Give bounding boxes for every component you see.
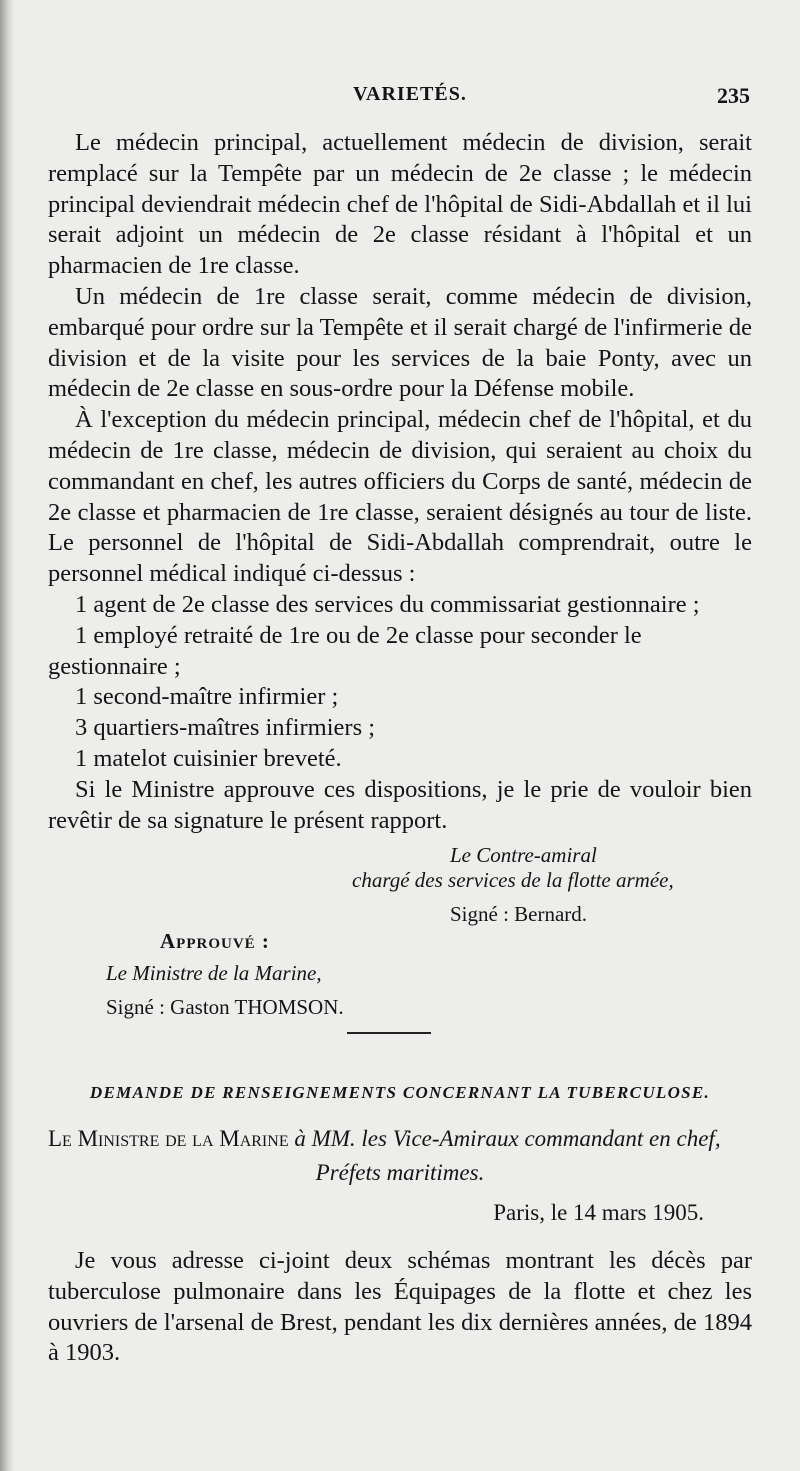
circular-body: Je vous adresse ci-joint deux schémas montrant les décès par tuberculose pulmonaire dans les Équipages de la flotte et chez les ouvriers de l'arsenal de Brest, pendant les dix dernières années, de 1894 à 1903. (48, 1247, 752, 1367)
paragraph-3: À l'exception du médecin principal, médecin chef de l'hôpital, et du médecin de 1re classe, médecin de division, qui seraient au choix du commandant en chef, les autres officiers du Corps de santé, médecin de 2e classe et pharmacien de 1re classe, seraient désignés au tour de liste. Le personnel de l'hôpital de Sidi-Abdallah comprendrait, outre le personnel médical indiqué ci-dessus : (48, 406, 752, 588)
signature-title: Le Contre-amiral (450, 843, 597, 867)
signature-signed: Signé : Bernard. (450, 902, 588, 926)
circular-title: DEMANDE DE RENSEIGNEMENTS CONCERNANT LA TUBERCULOSE. (89, 1083, 711, 1102)
page-header (70, 83, 750, 115)
circular-to: à MM. les Vice-Amiraux commandant en chef, (294, 1126, 721, 1151)
page-spine-shadow (0, 0, 14, 1471)
section-divider (347, 1032, 431, 1034)
approval-minister: Le Ministre de la Marine, (106, 961, 322, 985)
list-item: 3 quartiers-maîtres infirmiers ; (75, 714, 376, 742)
approval-label: Approuvé : (160, 929, 270, 953)
running-title: VARIETÉS. (353, 83, 467, 105)
circular-body-block (48, 1246, 752, 1369)
page-number: 235 (717, 83, 750, 108)
circular-to-line2: Préfets maritimes. (315, 1160, 485, 1185)
circular-addressee (48, 1122, 752, 1190)
list-item: 1 matelot cuisinier breveté. (75, 744, 342, 772)
paragraph-2: Un médecin de 1re classe serait, comme médecin de division, embarqué pour ordre sur la Tempête et il serait chargé de l'infirmerie de division et de la visite pour les services de la baie Ponty, avec un médecin de 2e classe en sous-ordre pour la Défense mobile. (48, 282, 752, 403)
list-item: 1 agent de 2e classe des services du commissariat gestionnaire ; (75, 590, 700, 618)
closing-paragraph: Si le Ministre approuve ces dispositions, je le prie de vouloir bien revêtir de sa signature le présent rapport. (48, 775, 752, 834)
list-item: 1 employé retraité de 1re ou de 2e classe pour seconder le gestionnaire ; (48, 621, 642, 680)
circular-date: Paris, le 14 mars 1905. (493, 1200, 704, 1225)
signature-role: chargé des services de la flotte armée, (352, 868, 674, 892)
body-text (48, 128, 752, 836)
list-item: 1 second-maître infirmier ; (75, 683, 339, 711)
circular-from: Le Ministre de la Marine (48, 1126, 289, 1151)
approval-signed: Signé : Gaston THOMSON. (106, 995, 344, 1019)
paragraph-1: Le médecin principal, actuellement médecin de division, serait remplacé sur la Tempête par un médecin de 2e classe ; le médecin principal deviendrait médecin chef de l'hôpital de Sidi-Abdallah et il lui serait adjoint un médecin de 2e classe résidant à l'hôpital et un pharmacien de 1re classe. (48, 129, 752, 280)
